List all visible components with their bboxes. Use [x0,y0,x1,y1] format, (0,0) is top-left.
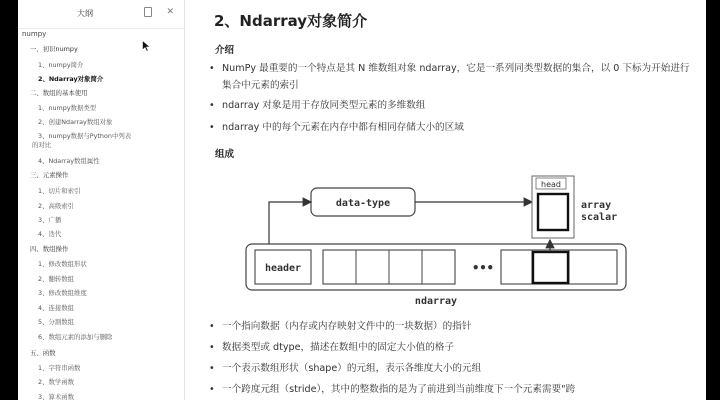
mouse-cursor-icon [142,40,151,52]
outline-item[interactable]: 的对比 [32,141,52,149]
head-label: head [541,180,561,189]
header-label: header [264,263,302,274]
page-title: 2、Ndarray对象简介 [214,12,368,30]
intro-bullet: • NumPy 最重要的一个特点是其 N 维数组对象 ndarray，它是一系列同类型数据的集合，以 0 下标为开始进行集合中元素的索引 [222,60,692,94]
data-type-label: data-type [335,198,391,209]
sidebar-header [18,0,184,29]
scalar-label: scalar [581,212,618,223]
outline-item[interactable]: 五、函数 [30,349,56,357]
outline-item[interactable]: 一、初识numpy [30,45,78,53]
outline-item[interactable]: 1、切片和索引 [38,187,81,195]
outline-item[interactable]: 4、Ndarray数组属性 [38,157,100,165]
ndarray-label: ndarray [414,296,458,307]
outline-item[interactable]: 二、数组的基本使用 [30,89,88,97]
outline-item[interactable]: 四、数组操作 [30,245,69,253]
outline-item[interactable]: 2、数学函数 [38,378,75,386]
array-label: array [581,200,612,211]
outline-item[interactable]: 2、翻转数组 [38,275,75,283]
ndarray-diagram [226,168,646,312]
outline-root[interactable]: numpy [22,30,47,38]
composition-bullet: • 一个表示数组形状（shape）的元组，表示各维度大小的元组 [222,360,692,377]
close-icon[interactable]: ✕ [166,7,174,17]
intro-bullet: • ndarray 对象是用于存放同类型元素的多维数组 [222,97,692,114]
outline-item[interactable]: 3、修改数组维度 [38,289,87,297]
composition-bullet: • 一个指向数据（内存或内存映射文件中的一块数据）的指针 [222,318,692,335]
outline-item[interactable]: 1、修改数组形状 [38,260,87,268]
outline-item[interactable]: 2、Ndarray对象简介 [38,75,104,83]
sidebar-title: 大纲 [77,9,93,18]
intro-bullet: • ndarray 中的每个元素在内存中都有相同存储大小的区域 [222,119,692,136]
outline-item[interactable]: 1、numpy数据类型 [38,104,97,112]
composition-bullet: • 一个跨度元组（stride），其中的整数指的是为了前进到当前维度下一个元素需要"跨 [222,381,692,398]
outline-item[interactable]: 3、算术函数 [38,393,75,400]
outline-item[interactable]: 2、创建Ndarray数组对象 [38,118,113,126]
outline-item[interactable]: 1、numpy简介 [38,61,84,69]
collapse-sidebar-icon[interactable] [144,7,152,17]
composition-heading: 组成 [215,149,235,160]
outline-item[interactable]: 4、连接数组 [38,304,75,312]
outline-item[interactable]: 3、广播 [38,216,62,224]
outline-item[interactable]: 6、数组元素的添加与删除 [38,333,113,341]
outline-item[interactable]: 4、迭代 [38,230,62,238]
document-content [188,0,706,400]
outline-item[interactable]: 1、字符串函数 [38,364,81,372]
intro-heading: 介绍 [215,45,235,56]
outline-item[interactable]: 三、元素操作 [30,171,69,179]
outline-item[interactable]: 3、numpy数据与Python中列表 [38,132,132,140]
composition-bullet: • 数据类型或 dtype，描述在数组中的固定大小值的格子 [222,339,692,356]
ellipsis-label: ••• [472,261,494,275]
outline-item[interactable]: 2、高级索引 [38,202,75,210]
outline-sidebar [18,0,185,400]
app-window [18,0,706,400]
outline-item[interactable]: 5、分割数组 [38,318,75,326]
